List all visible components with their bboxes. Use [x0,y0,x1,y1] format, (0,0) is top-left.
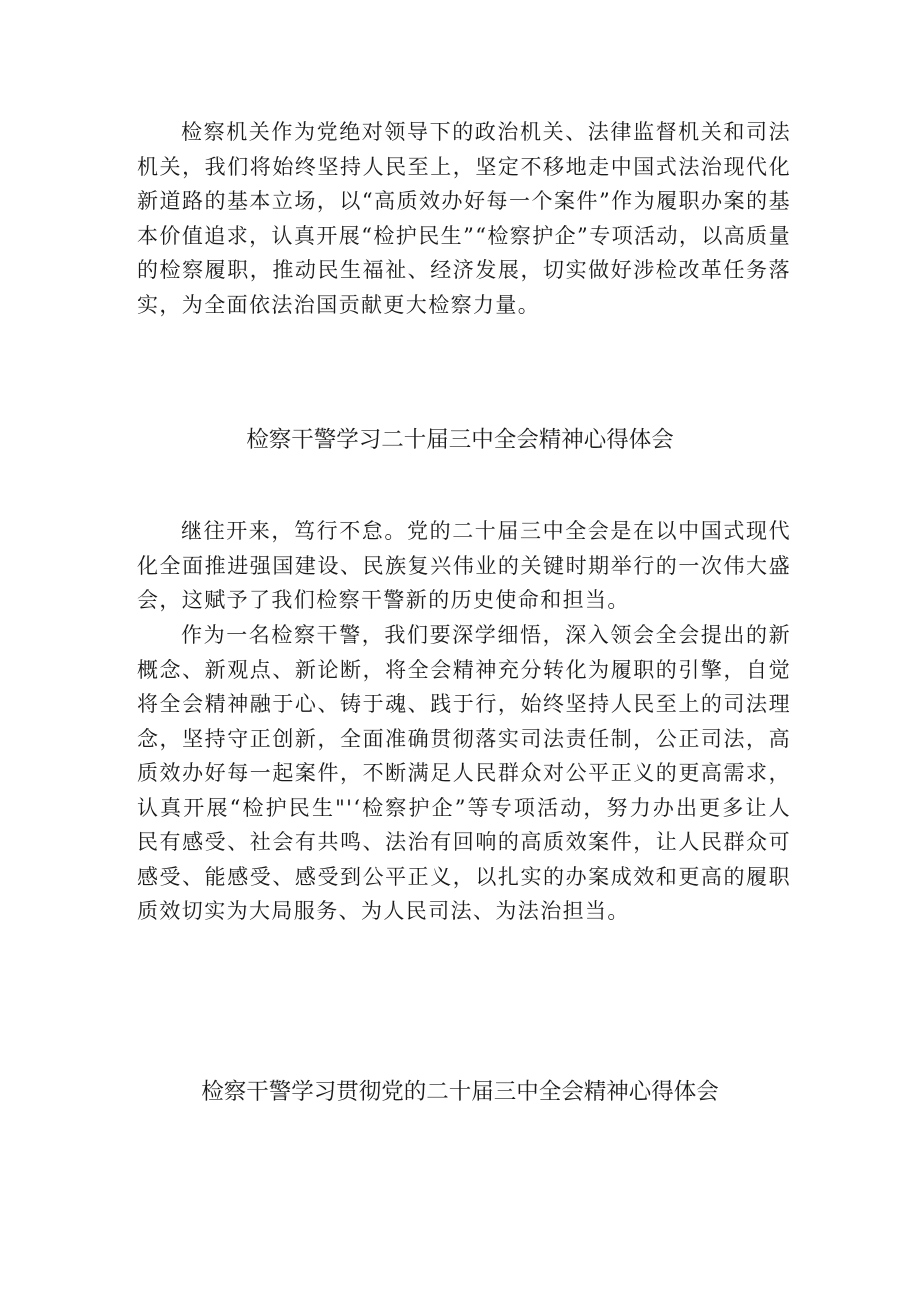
intro-paragraph: 检察机关作为党绝对领导下的政治机关、法律监督机关和司法机关，我们将始终坚持人民至上，坚定不移地走中国式法治现代化新道路的基本立场，以“高质效办好每一个案件”作为履职办案的基本价值追求，认真开展“检护民生”“检察护企”专项活动，以高质量的检察履职，推动民生福祉、经济发展，切实做好涉检改革任务落实，为全面依法治国贡献更大检察力量。 [137,120,791,317]
body-paragraph: 作为一名检察干警，我们要深学细悟，深入领会全会提出的新概念、新观点、新论断，将全会精神充分转化为履职的引擎，自觉将全会精神融于心、铸于魂、践于行，始终坚持人民至上的司法理念，坚持守正创新，全面准确贯彻落实司法责任制，公正司法，高质效办好每一起案件，不断满足人民群众对公平正义的更高需求，认真开展“检护民生"'‘检察护企”等专项活动，努力办出更多让人民有感受、社会有共鸣、法治有回响的高质效案件，让人民群众可感受、能感受、感受到公平正义，以扎实的办案成效和更高的履职质效切实为大局服务、为人民司法、为法治担当。 [137,623,791,923]
section-title: 检察干警学习贯彻党的二十届三中全会精神心得体会 [201,1079,719,1105]
body-paragraph: 继往开来，笃行不怠。党的二十届三中全会是在以中国式现代化全面推进强国建设、民族复兴伟业的关键时期举行的一次伟大盛会，这赋予了我们检察干警新的历史使命和担当。 [137,519,791,612]
section-title: 检察干警学习二十届三中全会精神心得体会 [246,427,674,453]
